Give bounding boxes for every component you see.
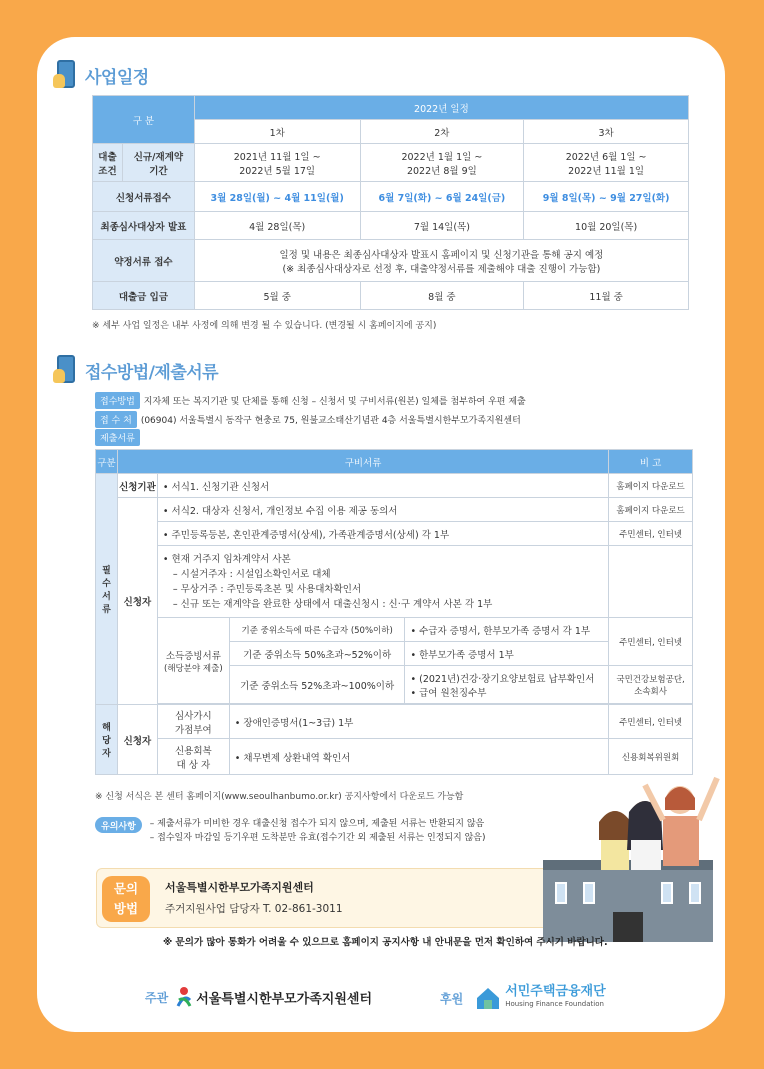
agency-doc: • 서식1. 신청기관 신청서 — [157, 474, 608, 498]
method-tag: 접수방법 — [95, 392, 140, 409]
announce-date: 7월 14일(목) — [360, 212, 524, 240]
income-doc: • 수급자 증명서, 한부모가족 증명서 각 1부 — [405, 618, 609, 642]
footer-sponsor — [440, 986, 606, 1010]
credit-label: 신용회복 대 상 자 — [157, 739, 229, 775]
contact-badge: 문의 방법 — [102, 876, 150, 922]
bonus-doc: • 장애인증명서(1~3급) 1부 — [229, 705, 608, 739]
deposit-date: 11월 중 — [524, 282, 689, 310]
credit-doc: • 채무변제 상환내역 확인서 — [229, 739, 608, 775]
form2-doc: • 서식2. 대상자 신청서, 개인정보 수집 이용 제공 동의서 — [157, 498, 608, 522]
lease-note — [609, 546, 693, 618]
place-row — [95, 411, 521, 428]
period-label: 신규/재계약 기간 — [122, 144, 194, 182]
tablet-icon — [53, 355, 75, 385]
deposit-label: 대출금 입금 — [93, 282, 195, 310]
bottom-note: ※ 문의가 많아 통화가 어려울 수 있으므로 홈페이지 공지사항 내 안내문을 먼저 확인하여 주시기 바랍니다. — [163, 937, 608, 948]
doc-submit-label: 신청서류접수 — [93, 182, 195, 212]
bonus-label: 심사가시 가점부여 — [157, 705, 229, 739]
doc-date: 9월 8일(목) ~ 9월 27일(화) — [524, 182, 689, 212]
sponsor-name: 서민주택금융재단 — [505, 984, 606, 999]
required-label: 필 수 서 류 — [96, 474, 118, 705]
host-name: 서울특별시한부모가족지원센터 — [196, 991, 372, 1007]
form2-note: 홈페이지 다운로드 — [609, 498, 693, 522]
caution-line: – 제출서류가 미비한 경우 대출신청 접수가 되지 않으며, 제출된 서류는 반환되지 않음 — [149, 819, 485, 829]
resident-doc: • 주민등록등본, 혼인관계증명서(상세), 가족관계증명서(상세) 각 1부 — [157, 522, 608, 546]
contract-text: 일정 및 내용은 최종심사대상자 발표시 홈페이지 및 신청기관을 통해 공지 예정 (※ 최종심사대상자로 선정 후, 대출약정서류를 제출해야 대출 진행이 가능함) — [194, 240, 688, 282]
resident-note: 주민센터, 인터넷 — [609, 522, 693, 546]
building-illustration — [543, 860, 713, 942]
apply-heading: 접수방법/제출서류 — [53, 355, 218, 385]
credit-note: 신용회복위원회 — [609, 739, 693, 775]
docs-row — [95, 429, 144, 446]
applicant-label: 신청자 — [117, 498, 157, 705]
announce-date: 10월 20일(목) — [524, 212, 689, 240]
schedule-header-group: 구 분 — [93, 96, 195, 144]
schedule-table — [92, 95, 689, 310]
sponsor-en: Housing Finance Foundation — [505, 1000, 604, 1008]
income-cond: 기준 중위소득에 따른 수급자 (50%이하) — [229, 618, 405, 642]
lease-doc: • 현재 거주지 임차계약서 사본 – 시설거주자 : 시설입소확인서로 대체 – 무상거주 : 주민등록초본 및 사용대차확인서 – 신규 또는 재계약을 완료한 상태에서 대출신청시 : 신·구 계약서 사본 각 1부 — [157, 546, 608, 618]
round-header: 3차 — [524, 120, 689, 144]
docs-table — [95, 449, 693, 775]
income-cond: 기준 중위소득 50%초과~52%이하 — [229, 642, 405, 666]
contact-info: 주거지원사업 담당자 T. 02-861-3011 — [165, 903, 343, 915]
income-note: 주민센터, 인터넷 — [609, 618, 693, 666]
period-cell: 2021년 11월 1일 ~ 2022년 5월 17일 — [194, 144, 360, 182]
footer-host — [145, 986, 372, 1008]
doc-date: 3월 28일(월) ~ 4월 11일(월) — [194, 182, 360, 212]
schedule-heading: 사업일정 — [53, 60, 149, 90]
period-cell: 2022년 1월 1일 ~ 2022년 8월 9일 — [360, 144, 524, 182]
agency-label: 신청기관 — [117, 474, 157, 498]
docs-tag: 제출서류 — [95, 429, 140, 446]
contact-name: 서울특별시한부모가족지원센터 — [165, 881, 314, 894]
announce-label: 최종심사대상자 발표 — [93, 212, 195, 240]
round-header: 2차 — [360, 120, 524, 144]
loan-condition-label: 대출 조건 — [93, 144, 123, 182]
relevant-applicant-label: 신청자 — [117, 705, 157, 775]
caution-line: – 접수일자 마감일 등기우편 도착분만 유효(접수기간 외 제출된 서류는 인정되지 않음) — [149, 833, 486, 843]
bonus-note: 주민센터, 인터넷 — [609, 705, 693, 739]
sponsor-label: 후원 — [440, 991, 464, 1006]
agency-note: 홈페이지 다운로드 — [609, 474, 693, 498]
caution-tag: 유의사항 — [95, 817, 142, 833]
doc-date: 6월 7일(화) ~ 6월 24일(금) — [360, 182, 524, 212]
income-doc: • 한부모가족 증명서 1부 — [405, 642, 609, 666]
place-text: (06904) 서울특별시 동작구 현충로 75, 원불교소태산기념관 4층 서울특별시한부모가족지원센터 — [140, 416, 521, 426]
host-label: 주관 — [145, 990, 169, 1005]
people-illustration — [575, 770, 725, 870]
method-row — [95, 392, 526, 409]
announce-date: 4월 28일(목) — [194, 212, 360, 240]
income-note: 국민건강보험공단, 소속회사 — [609, 666, 693, 704]
round-header: 1차 — [194, 120, 360, 144]
docs-note: ※ 신청 서식은 본 센터 홈페이지(www.seoulhanbumo.or.kr) 공지사항에서 다운로드 가능함 — [95, 792, 464, 802]
relevant-label: 해 당 자 — [96, 705, 118, 775]
seoul-logo-icon — [176, 986, 192, 1008]
period-cell: 2022년 6월 1일 ~ 2022년 11월 1일 — [524, 144, 689, 182]
method-text: 지자체 또는 복지기관 및 단체를 통해 신청 – 신청서 및 구비서류(원본) 일체를 첨부하여 우편 제출 — [143, 397, 526, 407]
income-label: 소득증빙서류 (해당분야 제출) — [157, 618, 229, 704]
contract-label: 약정서류 접수 — [93, 240, 195, 282]
schedule-header-year: 2022년 일정 — [194, 96, 688, 120]
deposit-date: 8월 중 — [360, 282, 524, 310]
schedule-note: ※ 세부 사업 일정은 내부 사정에 의해 변경 될 수 있습니다. (변경될 시 홈페이지에 공지) — [92, 321, 437, 331]
deposit-date: 5월 중 — [194, 282, 360, 310]
docs-header-type: 구분 — [96, 450, 118, 474]
income-cond: 기준 중위소득 52%초과~100%이하 — [229, 666, 405, 704]
house-logo-icon — [475, 986, 501, 1010]
contact-box — [96, 868, 552, 928]
tablet-icon — [53, 60, 75, 90]
docs-header-note: 비 고 — [609, 450, 693, 474]
caution-box — [95, 817, 486, 845]
income-doc: • (2021년)건강·장기요양보험료 납부확인서 • 급여 원천징수부 — [405, 666, 609, 704]
docs-header-docs: 구비서류 — [117, 450, 608, 474]
place-tag: 접 수 처 — [95, 411, 137, 428]
